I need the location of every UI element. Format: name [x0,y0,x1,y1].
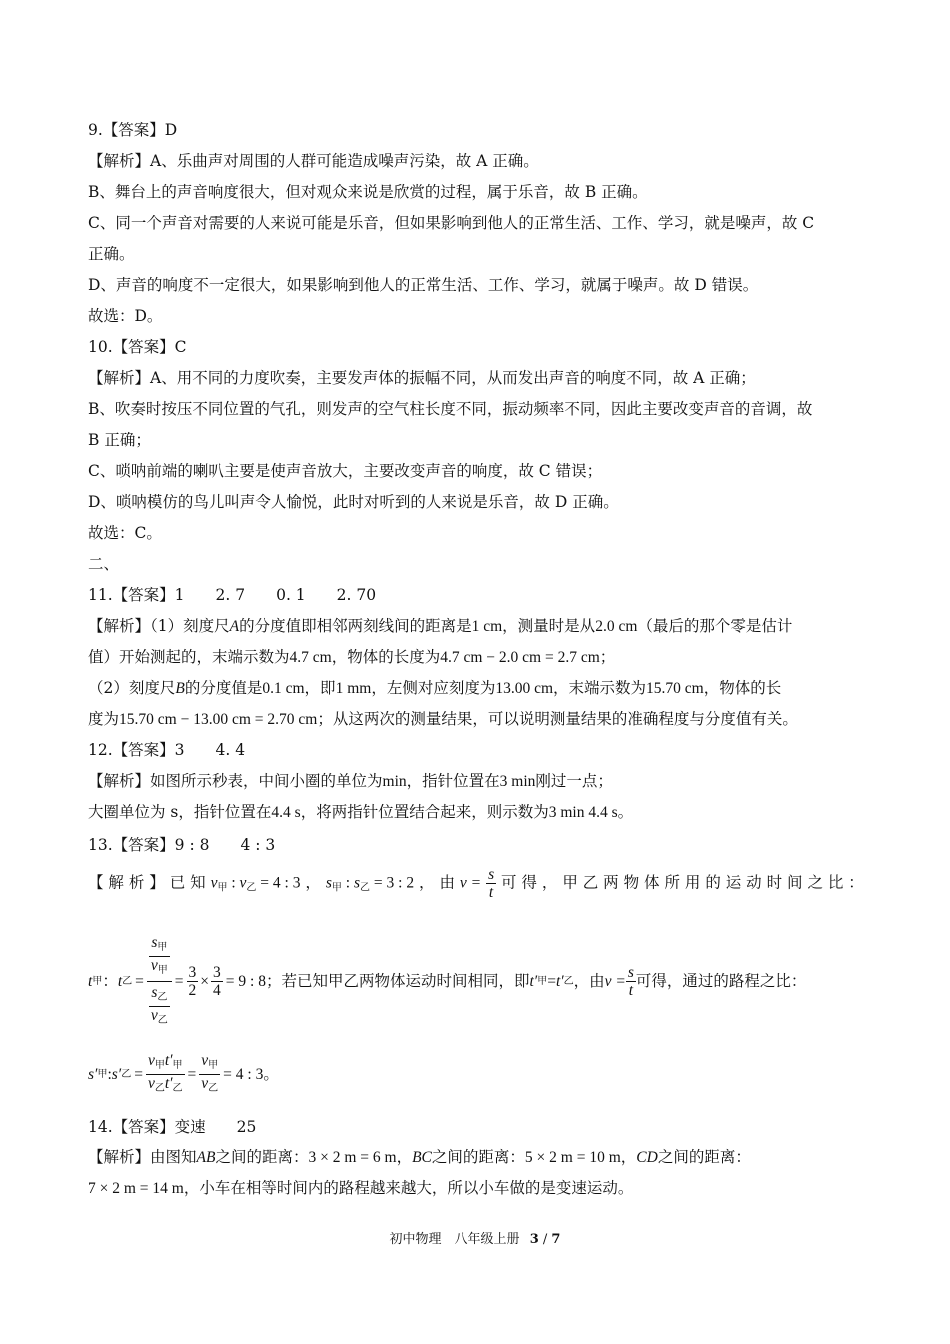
analysis-9-b: B、舞台上的声音响度很大，但对观众来说是欣赏的过程，属于乐音，故 B 正确。 [88,183,648,201]
footer-separator: / [538,1232,552,1247]
analysis-9-c: C、同一个声音对需要的人来说可能是乐音，但如果影响到他人的正常生活、工作、学习，就是噪声，故 C [88,214,815,232]
analysis-13-line2: t 甲 ： t 乙 = $\frac{\frac{s_甲}{v_甲}}{\frac{s_乙}{v_乙}}$ = $\frac{3}{2}$ × $\frac{3}{4}$ = 9 : 8 ；若已知甲乙两物体运动时间相同，即 t′ 甲 = t′ 乙 ，由 v = $\frac{s}{t}$ 可得，通过的路程之比： [88,934,806,1029]
answer-10: 10.【答案】C [88,338,187,356]
page-footer [0,1228,950,1247]
analysis-12-line2: 大圈单位为 s，指针位置在4.4 s，将两指针位置结合起来，则示数为3 min 4.4 s。 [88,803,634,821]
analysis-12-line1: 【解析】如图所示秒表，中间小圈的单位为min，指针位置在3 min刚过一点； [88,772,613,790]
fraction-speed-ratio: $\frac{v_甲}{v_乙}$ [201,1052,219,1094]
analysis-11-line3: （2）刻度尺B的分度值是0.1 cm，即1 mm，左侧对应刻度为13.00 cm，末端示数为15.70 cm，物体的长 [88,679,782,697]
answer-12: 12.【答案】3 4. 4 [88,741,246,759]
choice-9: 故选：D。 [88,307,163,325]
fraction-s-over-t: $\frac{s}{t}$ [488,866,495,901]
fraction-3-4: $\frac{3}{4}$ [213,964,221,999]
answer-14: 14.【答案】变速 25 [88,1118,257,1136]
choice-10: 故选：C。 [88,524,162,542]
analysis-13-line1: 【 解 析 】 已 知 $v_甲$ : $v_乙 = 4$ : 3 ， $s_甲$ : $s_乙 = 3$ : 2 ， 由 v = $\frac{s}{t}$ 可 得 ， 甲 乙 两 物 体 所 用 的 运 动 时 间 之 比 ： [88,866,864,901]
fraction-3-2: $\frac{3}{2}$ [188,964,197,999]
analysis-9-a: 【解析】A、乐曲声对周围的人群可能造成噪声污染，故 A 正确。 [88,152,539,170]
footer-page-total: 7 [551,1232,561,1247]
analysis-11-line2: 值）开始测起的，末端示数为4.7 cm，物体的长度为4.7 cm − 2.0 cm = 2.7 cm； [88,648,616,666]
fraction-s-over-t-2: $\frac{s}{t}$ [627,964,634,999]
analysis-10-a: 【解析】A、用不同的力度吹奏，主要发声体的振幅不同，从而发出声音的响度不同，故 A 正确； [88,369,756,387]
answer-13: 13.【答案】9 : 8 4 : 3 [88,836,276,854]
fraction-distance-ratio: $\frac{v_甲t'_甲}{v_乙t'_乙}$ [147,1052,183,1094]
analysis-9-d: D、声音的响度不一定很大，如果影响到他人的正常生活、工作、学习，就属于噪声。故 D 错误。 [88,276,759,294]
analysis-14-line2: 7 × 2 m = 14 m，小车在相等时间内的路程越来越大，所以小车做的是变速运动。 [88,1179,634,1197]
analysis-10-b: B、吹奏时按压不同位置的气孔，则发声的空气柱长度不同，振动频率不同，因此主要改变声音的音调，故 [88,400,813,418]
compound-fraction-time-ratio: $\frac{\frac{s_甲}{v_甲}}{\frac{s_乙}{v_乙}}$ [147,934,172,1029]
analysis-10-b-cont: B 正确； [88,431,151,449]
section-two-heading: 二、 [88,555,120,573]
answer-9: 9.【答案】D [88,121,178,139]
answer-11: 11.【答案】1 2. 7 0. 1 2. 70 [88,586,377,604]
analysis-9-c-cont: 正确。 [88,245,135,263]
analysis-10-d: D、唢呐模仿的鸟儿叫声令人愉悦，此时对听到的人来说是乐音，故 D 正确。 [88,493,619,511]
analysis-10-c: C、唢呐前端的喇叭主要是使声音放大，主要改变声音的响度，故 C 错误； [88,462,603,480]
footer-subject: 初中物理 八年级上册 [389,1232,520,1247]
analysis-11-line1: 【解析】（1）刻度尺A的分度值即相邻两刻线间的距离是1 cm，测量时是从2.0 cm（最后的那个零是估计 [88,617,793,635]
analysis-11-line4: 度为15.70 cm − 13.00 cm = 2.70 cm；从这两次的测量结果，可以说明测量结果的准确程度与分度值有关。 [88,710,798,728]
footer-page-number: 3 [529,1232,539,1247]
analysis-13-line3: s′ 甲 : s′ 乙 = $\frac{v_甲t'_甲}{v_乙t'_乙}$ = $\frac{v_甲}{v_乙}$ = 4 : 3 。 [88,1052,279,1097]
analysis-14-line1: 【解析】由图知AB之间的距离：3 × 2 m = 6 m，BC之间的距离：5 × 2 m = 10 m，CD之间的距离： [88,1148,751,1166]
